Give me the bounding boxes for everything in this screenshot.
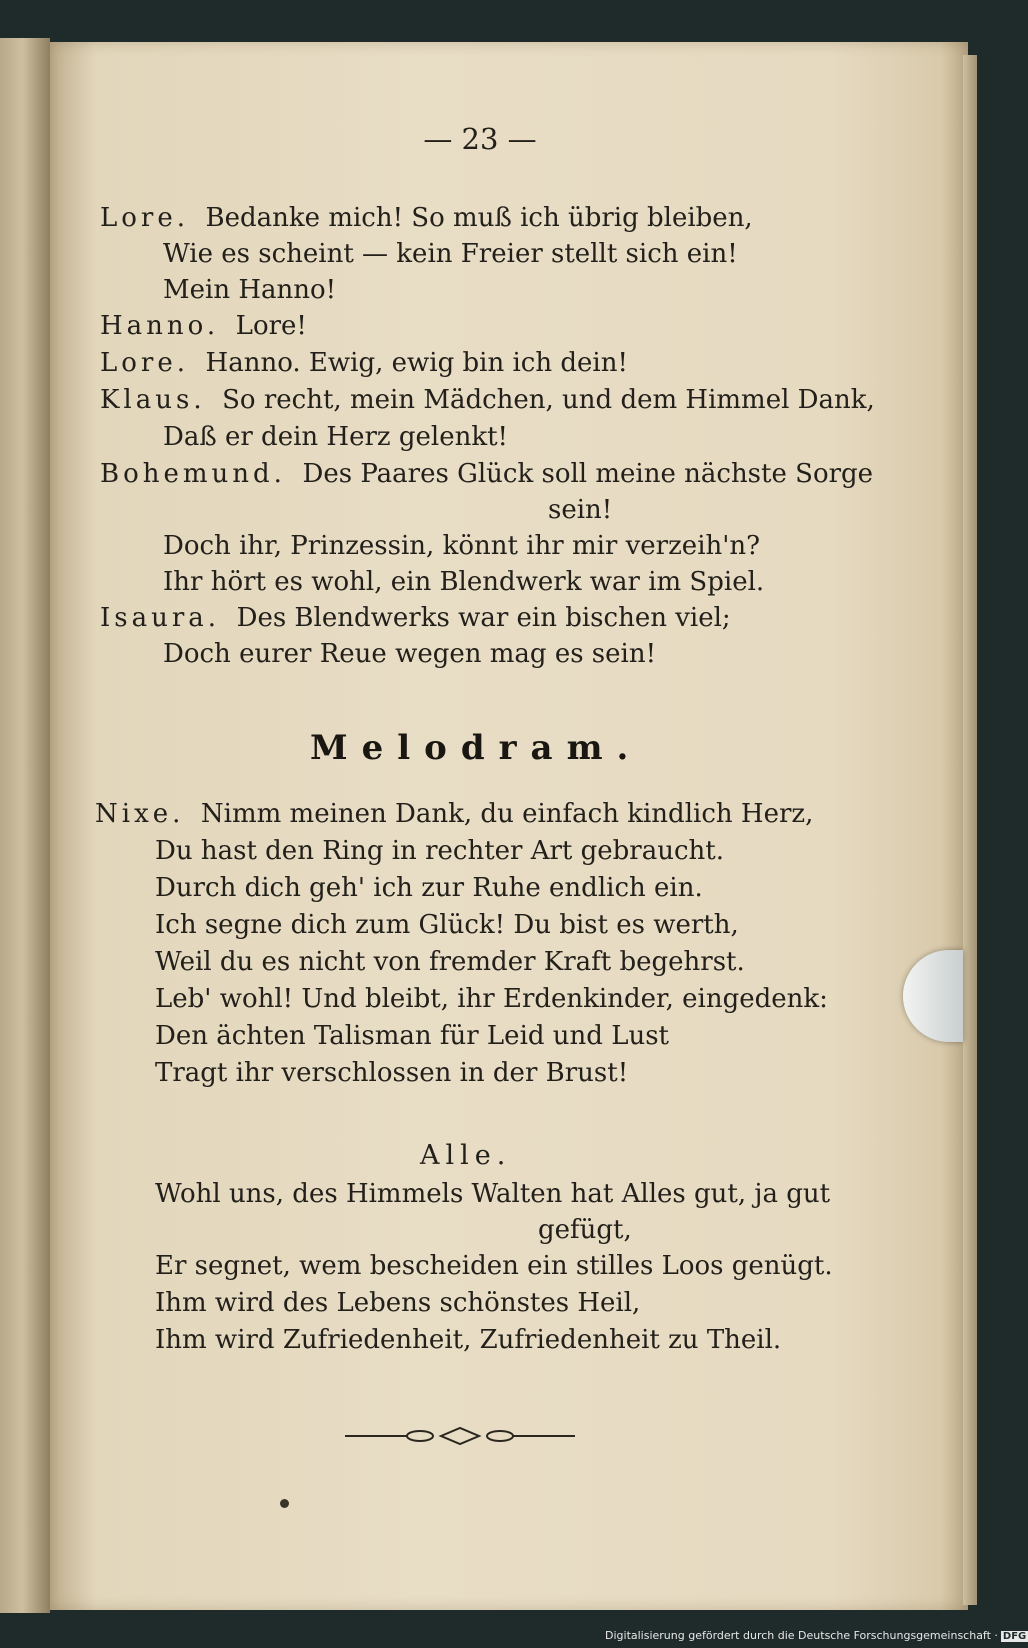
- credit-text: Digitalisierung gefördert durch die Deutsche Forschungsgemeinschaft ·: [605, 1629, 998, 1642]
- verse-text: Bedanke mich! So muß ich übrig bleiben,: [205, 203, 753, 233]
- chorus-line: Er segnet, wem bescheiden ein stilles Loos genügt.: [155, 1251, 833, 1281]
- verse-text: Des Paares Glück soll meine nächste Sorge: [302, 459, 874, 489]
- verse-line: [155, 870, 703, 906]
- verse-line: [548, 492, 612, 528]
- speaker-name: Lore.: [100, 348, 189, 378]
- verse-text: Doch ihr, Prinzessin, könnt ihr mir verzeih'n?: [163, 531, 761, 561]
- verse-line: [163, 272, 336, 308]
- chorus-line: Ihm wird Zufriedenheit, Zufriedenheit zu Theil.: [155, 1325, 782, 1355]
- verse-text: Daß er dein Herz gelenkt!: [163, 422, 508, 452]
- verse-text: Lore!: [235, 311, 307, 341]
- verse-line: [100, 345, 628, 381]
- verse-text: So recht, mein Mädchen, und dem Himmel Dank,: [222, 385, 875, 415]
- section-heading: Melodram.: [310, 728, 643, 768]
- verse-text: Den ächten Talisman für Leid und Lust: [155, 1021, 669, 1051]
- speaker-name: Nixe.: [95, 799, 185, 829]
- verse-line: [155, 1018, 669, 1054]
- verse-line: [163, 236, 738, 272]
- verse-line: [95, 796, 813, 832]
- verse-text: Weil du es nicht von fremder Kraft begehrst.: [155, 947, 745, 977]
- verse-line: [100, 382, 875, 418]
- verse-text: Mein Hanno!: [163, 275, 337, 305]
- speaker-name: Isaura.: [100, 603, 221, 633]
- verse-line: [155, 833, 724, 869]
- verse-text: sein!: [548, 495, 613, 525]
- verse-line: [100, 308, 307, 344]
- page-number: — 23 —: [423, 122, 537, 156]
- verse-text: Nimm meinen Dank, du einfach kindlich Herz,: [200, 799, 814, 829]
- dfg-logo: DFG: [1002, 1631, 1027, 1642]
- chorus-line: gefügt,: [538, 1215, 632, 1245]
- verse-text: Hanno. Ewig, ewig bin ich dein!: [205, 348, 628, 378]
- page-edge: [963, 55, 977, 1605]
- verse-text: Tragt ihr verschlossen in der Brust!: [155, 1058, 629, 1088]
- chorus-line: Ihm wird des Lebens schönstes Heil,: [155, 1288, 641, 1318]
- verse-line: [155, 944, 745, 980]
- verse-line: [100, 200, 753, 236]
- verse-line: [163, 528, 760, 564]
- speaker-name: Klaus.: [100, 385, 206, 415]
- chorus-line: Wohl uns, des Himmels Walten hat Alles gut, ja gut: [155, 1179, 831, 1209]
- verse-line: [155, 1055, 628, 1091]
- verse-text: Ich segne dich zum Glück! Du bist es werth,: [155, 910, 739, 940]
- verse-text: Du hast den Ring in rechter Art gebraucht.: [155, 836, 725, 866]
- verse-text: Durch dich geh' ich zur Ruhe endlich ein.: [155, 873, 703, 903]
- verse-line: [163, 636, 656, 672]
- verse-text: Des Blendwerks war ein bischen viel;: [236, 603, 731, 633]
- verse-line: [155, 981, 828, 1017]
- verse-line: [163, 564, 764, 600]
- verse-line: [100, 456, 873, 492]
- facing-page-edge: [0, 38, 50, 1613]
- ornament-divider-icon: [345, 1424, 575, 1448]
- verse-line: [100, 600, 731, 636]
- speaker-name: Hanno.: [100, 311, 220, 341]
- verse-text: Leb' wohl! Und bleibt, ihr Erdenkinder, eingedenk:: [155, 984, 828, 1014]
- ink-speck: [280, 1499, 289, 1508]
- verse-text: Ihr hört es wohl, ein Blendwerk war im Spiel.: [163, 567, 765, 597]
- verse-text: Doch eurer Reue wegen mag es sein!: [163, 639, 657, 669]
- verse-line: [163, 419, 508, 455]
- chorus-label: Alle.: [420, 1140, 512, 1171]
- speaker-name: Lore.: [100, 203, 189, 233]
- digitization-credit: [605, 1629, 1028, 1642]
- speaker-name: Bohemund.: [100, 459, 286, 489]
- verse-text: Wie es scheint — kein Freier stellt sich ein!: [163, 239, 738, 269]
- verse-line: [155, 907, 739, 943]
